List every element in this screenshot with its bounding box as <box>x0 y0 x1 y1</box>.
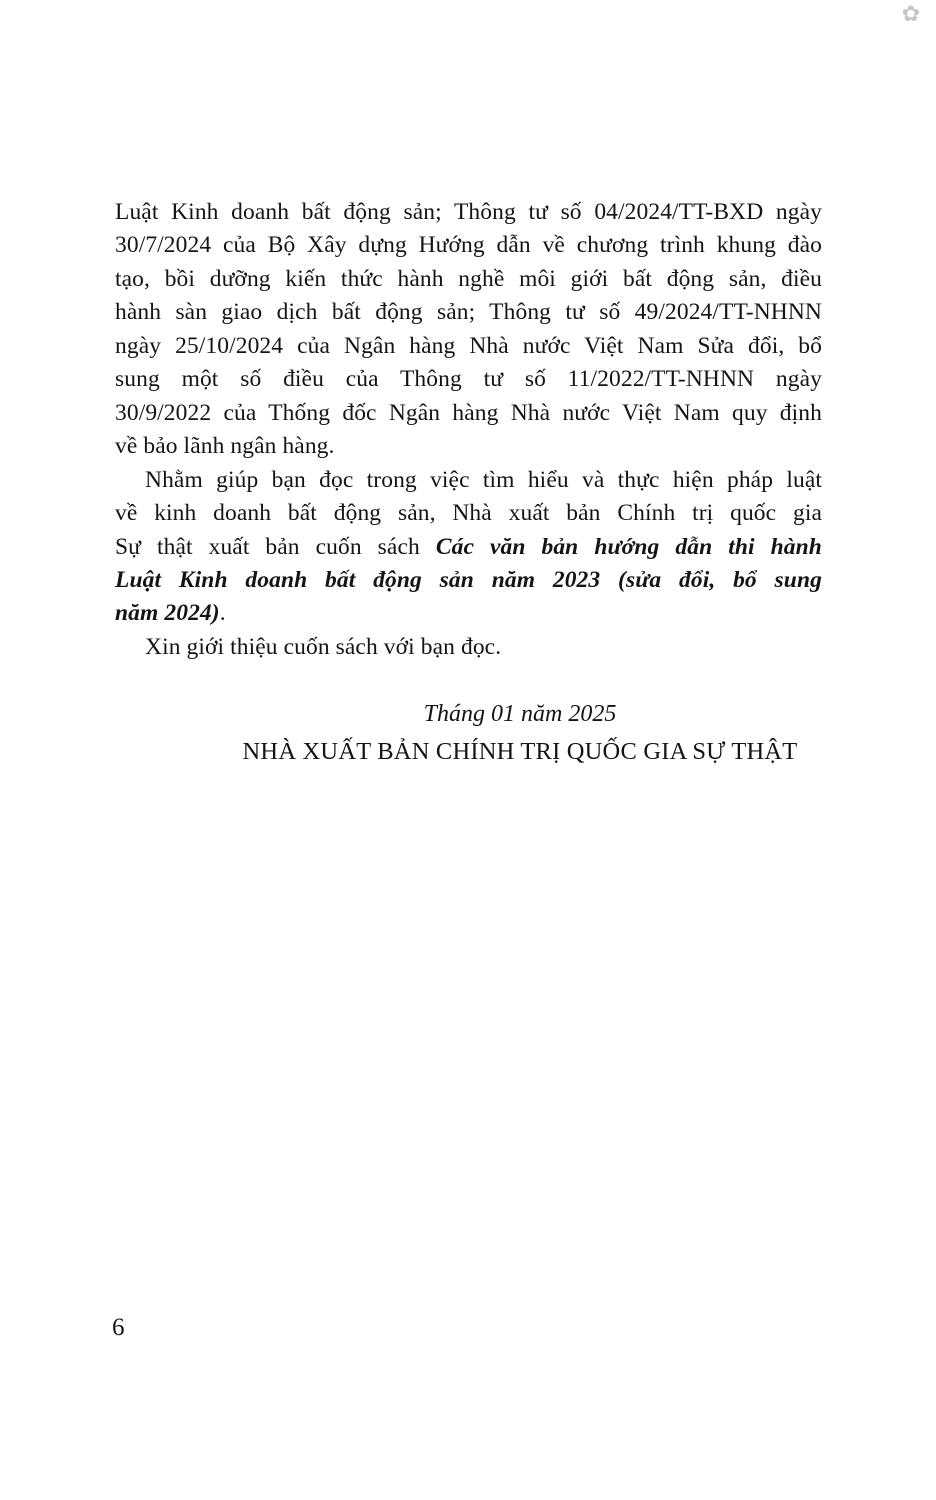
text-segment: . <box>219 600 226 627</box>
text-line: Luật Kinh doanh bất động sản; Thông tư số 04/2024/TT-BXD ngày <box>115 199 822 225</box>
text-line: ngày 25/10/2024 của Ngân hàng Nhà nước Việt Nam Sửa đổi, bổ <box>115 332 822 359</box>
paragraph-3 <box>115 631 822 664</box>
text-line: về bảo lãnh ngân hàng. <box>115 433 335 460</box>
text-line: hành sàn giao dịch bất động sản; Thông tư số 49/2024/TT-NHNN <box>115 299 822 326</box>
text-line: tạo, bồi dưỡng kiến thức hành nghề môi giới bất động sản, điều <box>115 265 822 292</box>
text-line: sung một số điều của Thông tư số 11/2022/TT-NHNN ngày <box>115 366 822 393</box>
page-number: 6 <box>112 1314 125 1341</box>
text-line: 30/7/2024 của Bộ Xây dựng Hướng dẫn về chương trình khung đào <box>115 232 822 259</box>
signature-block <box>220 697 820 771</box>
text-line: 30/9/2022 của Thống đốc Ngân hàng Nhà nước Việt Nam quy định <box>115 399 822 426</box>
paragraph-2 <box>115 464 822 631</box>
book-title-segment: Luật Kinh doanh bất động sản năm 2023 (sửa đổi, bổ sung <box>115 566 822 593</box>
book-title-segment: năm 2024) <box>115 600 220 627</box>
text-line <box>115 531 822 564</box>
publisher-name: NHÀ XUẤT BẢN CHÍNH TRỊ QUỐC GIA SỰ THẬT <box>242 738 798 765</box>
body-text <box>115 196 822 664</box>
book-title-segment: Các văn bản hướng dẫn thi hành <box>435 533 822 560</box>
paragraph-1 <box>115 196 822 464</box>
text-line: về kinh doanh bất động sản, Nhà xuất bản Chính trị quốc gia <box>115 500 822 527</box>
signature-date: Tháng 01 năm 2025 <box>423 701 617 727</box>
text-line <box>115 597 822 630</box>
flower-decoration-icon: ✿ <box>901 1 920 26</box>
text-line: Xin giới thiệu cuốn sách với bạn đọc. <box>145 633 502 660</box>
text-segment: Sự thật xuất bản cuốn sách <box>115 533 420 560</box>
text-line: Nhằm giúp bạn đọc trong việc tìm hiểu và thực hiện pháp luật <box>145 466 822 493</box>
